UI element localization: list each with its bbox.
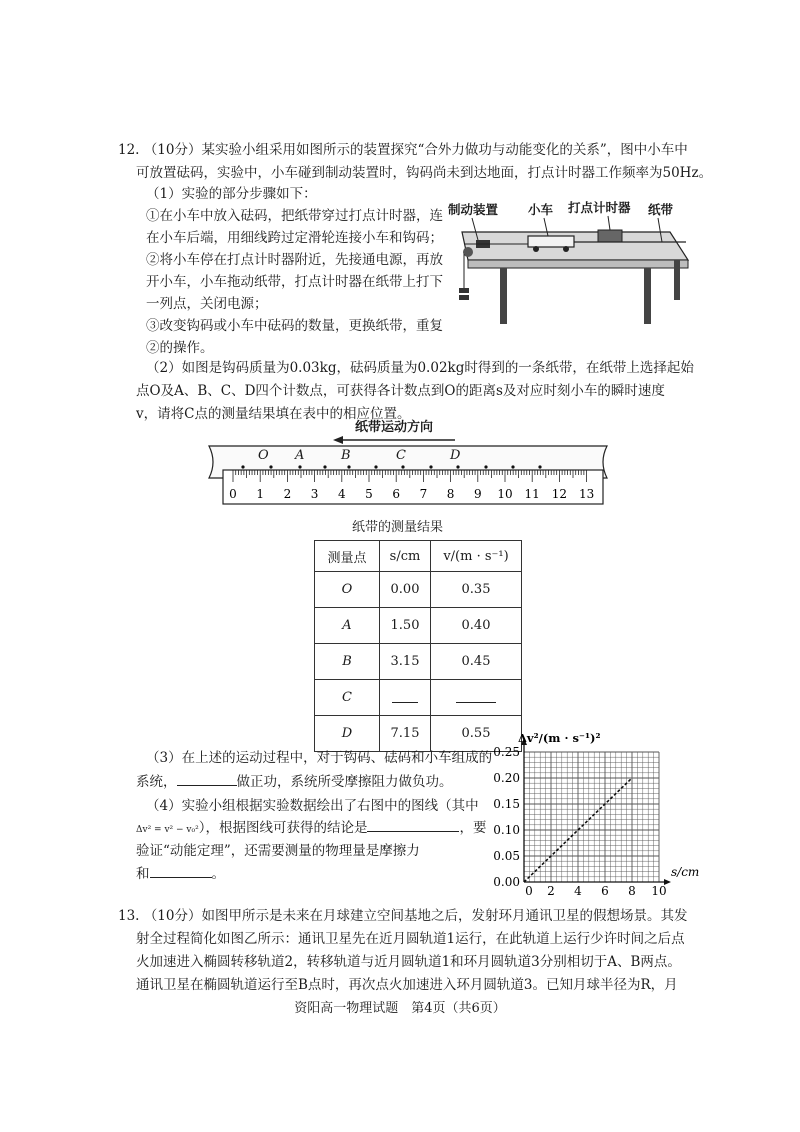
- v-cell: 0.40: [431, 608, 522, 644]
- part4-text: 。: [211, 866, 225, 882]
- s-answer-blank[interactable]: [380, 680, 431, 716]
- table-header-row: [315, 541, 522, 572]
- y-tick-label: 0.20: [493, 771, 520, 785]
- x-tick-label: 0: [525, 884, 533, 898]
- tape-dot: [241, 465, 244, 468]
- page-footer: 资阳高一物理试题 第4页（共6页）: [294, 1001, 506, 1016]
- point-cell: B: [315, 644, 380, 680]
- ruler-tick-label: 0: [229, 487, 237, 501]
- part4-line3: 验证“动能定理”，还需要测量的物理量是摩擦力: [136, 843, 420, 859]
- tape-dot: [374, 465, 377, 468]
- part4-text: ，要: [459, 820, 487, 836]
- blank-line: [456, 689, 496, 703]
- table-row: [315, 644, 522, 680]
- tape-dot: [429, 465, 432, 468]
- header-cell: 测量点: [315, 541, 380, 572]
- point-cell: D: [315, 716, 380, 752]
- part3-line2: [136, 772, 453, 792]
- x-tick-label: 4: [574, 884, 582, 898]
- ruler-tick-label: 8: [446, 487, 455, 501]
- v-answer-blank[interactable]: [431, 680, 522, 716]
- label-tape: 纸带: [648, 202, 674, 217]
- chart-svg: [480, 730, 700, 902]
- part4-line2: [136, 818, 486, 840]
- tape-dot: [484, 465, 487, 468]
- tape-ruler: [203, 440, 613, 508]
- q13-line: 火加速进入椭圆转移轨道2，转移轨道与近月圆轨道1和环月圆轨道3分别相切于A、B两点。: [136, 954, 681, 970]
- v-cell: 0.45: [431, 644, 522, 680]
- tape-dot: [511, 465, 514, 468]
- label-timer: 打点计时器: [568, 200, 631, 215]
- part2-line: （2）如图是钩码质量为0.03kg，砝码质量为0.02kg时得到的一条纸带，在纸带上选择起始: [146, 360, 694, 376]
- part4-formula: Δv² = v² − v₀²: [136, 825, 199, 835]
- ruler-tick-label: 10: [497, 487, 513, 501]
- q12-line2: 可放置砝码，实验中，小车碰到制动装置时，钩码尚未到达地面，打点计时器工作频率为50Hz。: [136, 165, 713, 181]
- tape-point-A: A: [295, 448, 305, 463]
- part4-line4: [136, 864, 225, 884]
- tape-point-C: C: [396, 448, 406, 463]
- x-tick-label: 2: [547, 884, 555, 898]
- ruler-tick-label: 4: [337, 487, 346, 501]
- x-tick-label: 8: [628, 884, 636, 898]
- x-tick-label: 10: [651, 884, 667, 898]
- table-caption: 纸带的测量结果: [352, 520, 444, 535]
- header-cell: v/(m · s⁻¹): [431, 541, 522, 572]
- ruler-tick-label: 9: [473, 487, 482, 501]
- q13-line: 13. （10分）如图甲所示是未来在月球建立空间基地之后，发射环月通讯卫星的假想场景。其发: [118, 908, 688, 924]
- v-cell: 0.35: [431, 572, 522, 608]
- step-line: 在小车后端，用细线跨过定滑轮连接小车和钩码；: [146, 230, 443, 246]
- answer-blank[interactable]: [177, 772, 237, 786]
- tape-dot: [538, 465, 541, 468]
- x-tick-label: 6: [601, 884, 609, 898]
- tape-dot: [323, 465, 326, 468]
- table-row: [315, 680, 522, 716]
- y-tick-label: 0.25: [493, 745, 520, 759]
- y-axis-label: Δv²/(m · s⁻¹)²: [518, 731, 601, 745]
- apparatus-figure: [448, 198, 700, 326]
- s-cell: 3.15: [380, 644, 431, 680]
- step-line: ①在小车中放入砝码，把纸带穿过打点计时器，连: [146, 208, 443, 224]
- ruler-tick-label: 13: [578, 487, 595, 501]
- ruler-tick-label: 7: [419, 487, 428, 501]
- v-cell: 0.55: [431, 716, 522, 752]
- point-cell: C: [315, 680, 380, 716]
- part4-line1: （4）实验小组根据实验数据绘出了右图中的图线（其中: [146, 798, 479, 814]
- s-cell: 7.15: [380, 716, 431, 752]
- step-line: ③改变钩码或小车中砝码的数量，更换纸带，重复: [146, 318, 443, 334]
- tape-direction-label: 纸带运动方向: [355, 420, 434, 435]
- label-cart: 小车: [528, 202, 554, 217]
- tape-point-B: B: [341, 448, 351, 463]
- ruler-tick-label: 2: [283, 487, 292, 501]
- measurement-table: [314, 540, 522, 752]
- ruler-tick-label: 3: [310, 487, 319, 501]
- delta-v2-chart: [480, 730, 700, 902]
- s-cell: 1.50: [380, 608, 431, 644]
- tape-point-O: O: [258, 448, 269, 463]
- part2-line: v，请将C点的测量结果填在表中的相应位置。: [136, 406, 411, 422]
- label-brake: 制动装置: [448, 202, 499, 217]
- part3-line1: （3）在上述的运动过程中，对于钩码、砝码和小车组成的: [146, 750, 493, 766]
- y-tick-label: 0.05: [493, 849, 520, 863]
- q12-line1: 12. （10分）某实验小组采用如图所示的装置探究“合外力做功与动能变化的关系”，图中小车中: [118, 142, 688, 158]
- part2-line: 点O及A、B、C、D四个计数点，可获得各计数点到O的距离s及对应时刻小车的瞬时速度: [136, 383, 665, 399]
- point-cell: O: [315, 572, 380, 608]
- part3-text: 系统，: [136, 774, 177, 790]
- q13-line: 射全过程简化如图乙所示：通讯卫星先在近月圆轨道1运行，在此轨道上运行少许时间之后点: [136, 931, 685, 947]
- q13-line: 通讯卫星在椭圆轨道运行至B点时，再次点火加速进入环月圆轨道3。已知月球半径为R，月: [136, 977, 678, 993]
- ruler-tick-label: 5: [365, 487, 373, 501]
- y-tick-label: 0.10: [493, 823, 520, 837]
- q12-part1-title: （1）实验的部分步骤如下：: [146, 186, 317, 202]
- ruler-tick-label: 1: [256, 487, 265, 501]
- table-row: [315, 572, 522, 608]
- y-tick-label: 0.00: [493, 875, 520, 889]
- s-cell: 0.00: [380, 572, 431, 608]
- part4-text: 和: [136, 866, 150, 882]
- tape-dot: [269, 465, 272, 468]
- table-row: [315, 608, 522, 644]
- point-cell: A: [315, 608, 380, 644]
- ruler-tick-label: 11: [524, 487, 540, 501]
- header-cell: s/cm: [380, 541, 431, 572]
- part4-text: ），根据图线可获得的结论是: [198, 820, 368, 836]
- x-axis-label: s/cm: [671, 865, 700, 879]
- tape-direction: [333, 418, 458, 440]
- ruler-tick-label: 12: [551, 487, 568, 501]
- part3-text: 做正功，系统所受摩擦阻力做负功。: [236, 774, 453, 790]
- tape-point-D: D: [450, 448, 461, 463]
- answer-blank[interactable]: [367, 818, 459, 832]
- step-line: ②的操作。: [146, 340, 214, 356]
- step-line: 开小车，小车拖动纸带，打点计时器在纸带上打下: [146, 274, 443, 290]
- ruler-tick-label: 6: [392, 487, 401, 501]
- step-line: ②将小车停在打点计时器附近，先接通电源，再放: [146, 252, 443, 268]
- step-line: 一列点，关闭电源；: [146, 296, 268, 312]
- blank-line: [392, 689, 418, 703]
- y-tick-label: 0.15: [493, 797, 520, 811]
- answer-blank[interactable]: [150, 864, 212, 878]
